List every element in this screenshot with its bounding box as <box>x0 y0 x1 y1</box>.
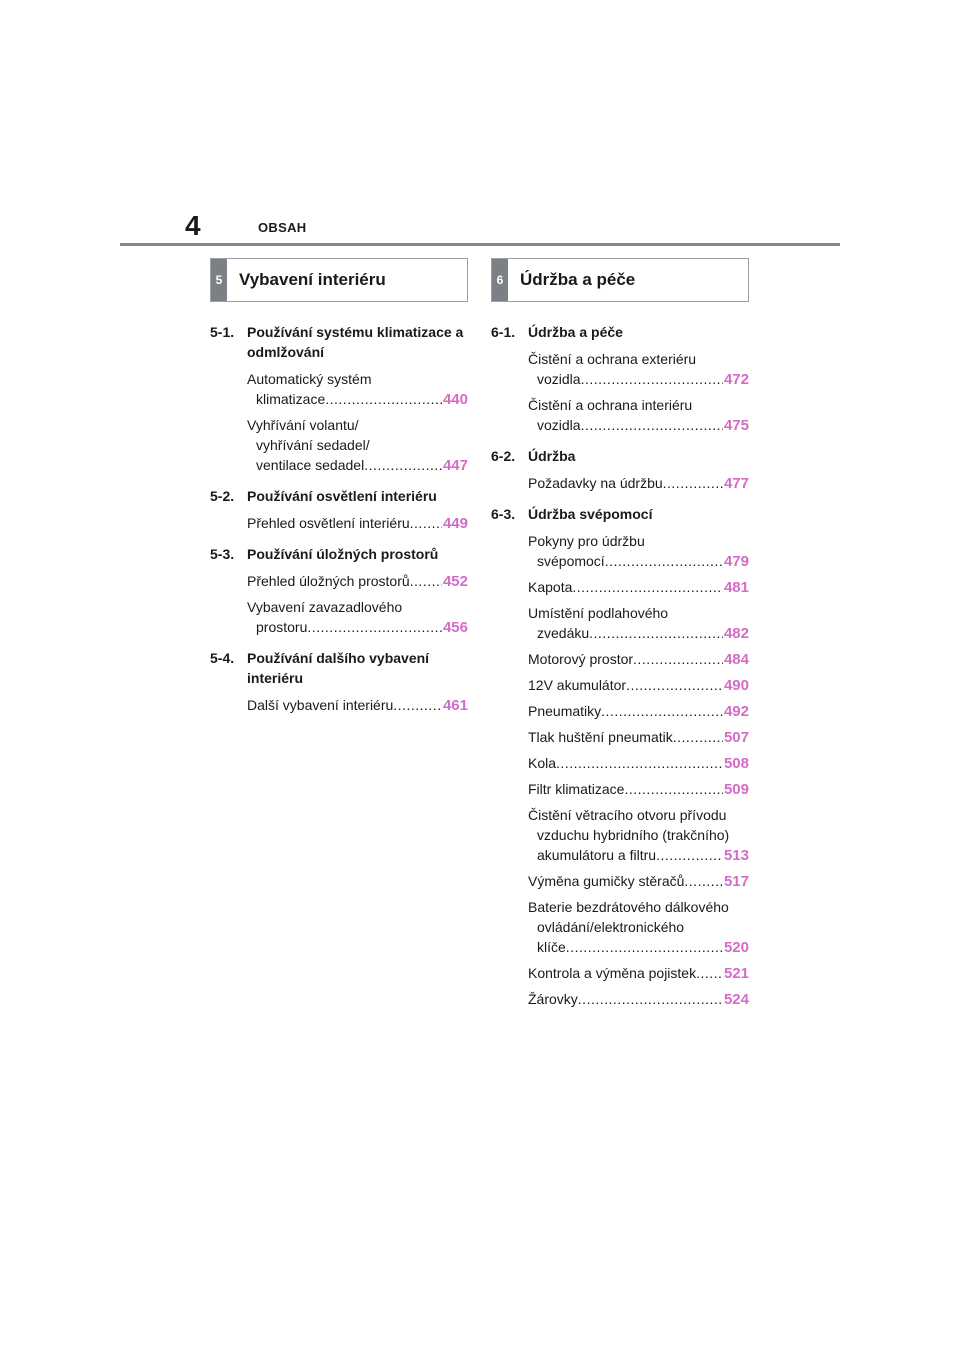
entry-final-line <box>247 389 468 410</box>
page-link[interactable]: 472 <box>723 371 749 388</box>
page-link[interactable]: 479 <box>723 553 749 570</box>
toc-chapter <box>491 504 749 1010</box>
dot-leader <box>556 753 723 773</box>
toc-entry[interactable] <box>247 369 468 410</box>
page-link[interactable]: 461 <box>442 697 468 714</box>
toc-entry[interactable] <box>247 695 468 716</box>
toc-chapter <box>491 322 749 436</box>
page-link[interactable]: 520 <box>723 939 749 956</box>
page-link[interactable]: 507 <box>723 729 749 746</box>
page-link[interactable]: 524 <box>723 991 749 1008</box>
entry-final-line <box>528 623 749 644</box>
entry-final-line <box>247 571 468 592</box>
chapter-number: 5-4. <box>210 650 235 666</box>
toc-entry[interactable] <box>247 513 468 534</box>
entry-final-line <box>528 551 749 572</box>
dot-leader <box>626 675 723 695</box>
toc-entry[interactable] <box>528 805 749 866</box>
entry-text: 12V akumulátor <box>528 677 627 693</box>
toc-chapter <box>210 648 468 716</box>
toc-entry[interactable] <box>528 531 749 572</box>
entry-final-line <box>528 415 749 436</box>
entry-text: svépomocí <box>537 553 605 569</box>
dot-leader <box>633 649 723 669</box>
chapter-number: 5-2. <box>210 488 235 504</box>
entry-final-line <box>528 779 749 800</box>
entry-text: Motorový prostor <box>528 651 634 667</box>
page-link[interactable]: 490 <box>723 677 749 694</box>
entry-final-line <box>528 753 749 774</box>
chapter-title: Používání úložných prostorů <box>247 546 439 562</box>
entry-text: klíče <box>537 939 566 955</box>
entry-text: Žárovky <box>528 991 578 1007</box>
toc-entry[interactable] <box>528 753 749 774</box>
entry-final-line <box>528 871 749 892</box>
page-link[interactable]: 509 <box>723 781 749 798</box>
page-link[interactable]: 521 <box>723 965 749 982</box>
dot-leader <box>578 989 723 1009</box>
toc-entry[interactable] <box>528 649 749 670</box>
chapter-title: Používání systému klimatizace a odmlžování <box>247 324 464 360</box>
entry-text: vzduchu hybridního (trakčního) <box>537 827 730 843</box>
section-number-tab: 5 <box>211 259 227 301</box>
page-link[interactable]: 456 <box>442 619 468 636</box>
entry-final-line <box>528 701 749 722</box>
entry-final-line <box>528 675 749 696</box>
toc-list <box>491 322 749 1010</box>
entry-text: ovládání/elektronického <box>537 919 685 935</box>
chapter-number: 5-1. <box>210 324 235 340</box>
toc-entry[interactable] <box>528 473 749 494</box>
entry-final-line <box>528 649 749 670</box>
entry-text: Další vybavení interiéru <box>247 697 394 713</box>
chapter-title: Používání dalšího vybavení interiéru <box>247 650 430 686</box>
dot-leader <box>393 695 442 715</box>
chapter-title: Používání osvětlení interiéru <box>247 488 437 504</box>
toc-entry[interactable] <box>528 727 749 748</box>
page-link[interactable]: 484 <box>723 651 749 668</box>
section-header <box>210 258 468 302</box>
dot-leader <box>581 369 723 389</box>
entry-text: Výměna gumičky stěračů <box>528 873 685 889</box>
section-title: Vybavení interiéru <box>239 270 386 289</box>
page-link[interactable]: 440 <box>442 391 468 408</box>
dot-leader <box>684 871 723 891</box>
dot-leader <box>325 389 442 409</box>
toc-column-left <box>210 258 468 726</box>
chapter-heading <box>210 544 468 564</box>
entry-text: Tlak huštění pneumatik <box>528 729 673 745</box>
entry-text: akumulátoru a filtru <box>537 847 657 863</box>
page-link[interactable]: 481 <box>723 579 749 596</box>
toc-entry[interactable] <box>528 349 749 390</box>
entry-text: Filtr klimatizace <box>528 781 625 797</box>
toc-entry[interactable] <box>528 897 749 958</box>
toc-chapter <box>491 446 749 494</box>
entry-text: Přehled úložných prostorů <box>247 573 410 589</box>
page-link[interactable]: 492 <box>723 703 749 720</box>
page-link[interactable]: 477 <box>723 475 749 492</box>
toc-list <box>210 322 468 716</box>
entry-text: Automatický systém <box>247 371 372 387</box>
chapter-heading <box>491 322 749 342</box>
toc-chapter <box>210 544 468 638</box>
entry-final-line <box>528 473 749 494</box>
toc-entry[interactable] <box>528 701 749 722</box>
entry-final-line <box>528 577 749 598</box>
toc-entry[interactable] <box>247 597 468 638</box>
page-link[interactable]: 452 <box>442 573 468 590</box>
page-link[interactable]: 482 <box>723 625 749 642</box>
chapter-title: Údržba svépomocí <box>528 506 653 522</box>
chapter-number: 5-3. <box>210 546 235 562</box>
dot-leader <box>307 617 442 637</box>
entry-text: vozidla <box>537 371 581 387</box>
dot-leader <box>410 513 442 533</box>
dot-leader <box>673 727 723 747</box>
entry-text: Pokyny pro údržbu <box>528 533 645 549</box>
chapter-heading <box>491 504 749 524</box>
toc-entry[interactable] <box>247 571 468 592</box>
entry-final-line <box>528 989 749 1010</box>
toc-chapter <box>210 322 468 476</box>
page-link[interactable]: 449 <box>442 515 468 532</box>
entry-text: Kola <box>528 755 557 771</box>
entry-final-line <box>247 617 468 638</box>
chapter-heading <box>210 322 468 362</box>
entry-final-line <box>528 845 749 866</box>
entry-text: Čistění a ochrana interiéru <box>528 397 693 413</box>
entry-text: Čistění větracího otvoru přívodu <box>528 807 727 823</box>
dot-leader <box>566 937 723 957</box>
toc-chapter <box>210 486 468 534</box>
page-link[interactable]: 475 <box>723 417 749 434</box>
page-link[interactable]: 447 <box>442 457 468 474</box>
chapter-heading <box>210 648 468 688</box>
chapter-title: Údržba a péče <box>528 324 623 340</box>
toc-entry[interactable] <box>528 603 749 644</box>
toc-entry[interactable] <box>247 415 468 476</box>
entry-text: vyhřívání sedadel/ <box>256 437 370 453</box>
entry-text: klimatizace <box>256 391 326 407</box>
entry-final-line <box>528 727 749 748</box>
entry-text: Přehled osvětlení interiéru <box>247 515 410 531</box>
page-number: 4 <box>185 210 201 241</box>
dot-leader <box>601 701 723 721</box>
entry-text: Požadavky na údržbu <box>528 475 663 491</box>
header-divider <box>120 243 840 246</box>
page-link[interactable]: 517 <box>723 873 749 890</box>
entry-final-line <box>528 369 749 390</box>
toc-entry[interactable] <box>528 989 749 1010</box>
toc-entry[interactable] <box>528 871 749 892</box>
entry-text: Vybavení zavazadlového <box>247 599 403 615</box>
dot-leader <box>656 845 723 865</box>
dot-leader <box>581 415 723 435</box>
chapter-title: Údržba <box>528 448 576 464</box>
entry-text: Vyhřívání volantu/ <box>247 417 359 433</box>
dot-leader <box>605 551 723 571</box>
dot-leader <box>696 963 723 983</box>
entry-text: vozidla <box>537 417 581 433</box>
section-header <box>491 258 749 302</box>
entry-text: Umístění podlahového <box>528 605 669 621</box>
dot-leader <box>572 577 723 597</box>
entry-text: Pneumatiky <box>528 703 602 719</box>
page-link[interactable]: 513 <box>723 847 749 864</box>
entry-text: prostoru <box>256 619 308 635</box>
toc-entry[interactable] <box>528 395 749 436</box>
entry-text: Čistění a ochrana exteriéru <box>528 351 697 367</box>
toc-entry[interactable] <box>528 779 749 800</box>
dot-leader <box>589 623 723 643</box>
entry-text: Kapota <box>528 579 573 595</box>
entry-text: zvedáku <box>537 625 590 641</box>
dot-leader <box>410 571 442 591</box>
entry-text: ventilace sedadel <box>256 457 365 473</box>
chapter-heading <box>491 446 749 466</box>
section-title: Údržba a péče <box>520 270 636 289</box>
dot-leader <box>364 455 442 475</box>
entry-final-line <box>247 513 468 534</box>
dot-leader <box>663 473 723 493</box>
page-title: OBSAH <box>258 220 307 235</box>
chapter-heading <box>210 486 468 506</box>
entry-final-line <box>528 937 749 958</box>
entry-text: Kontrola a výměna pojistek <box>528 965 697 981</box>
entry-final-line <box>247 695 468 716</box>
entry-final-line <box>528 963 749 984</box>
toc-entry[interactable] <box>528 675 749 696</box>
toc-entry[interactable] <box>528 577 749 598</box>
chapter-number: 6-2. <box>491 448 516 464</box>
toc-entry[interactable] <box>528 963 749 984</box>
chapter-number: 6-1. <box>491 324 516 340</box>
toc-column-right <box>491 258 749 1020</box>
entry-final-line <box>247 455 468 476</box>
entry-text: Baterie bezdrátového dálkového <box>528 899 729 915</box>
section-number-tab: 6 <box>492 259 508 301</box>
chapter-number: 6-3. <box>491 506 516 522</box>
dot-leader <box>624 779 723 799</box>
page-link[interactable]: 508 <box>723 755 749 772</box>
